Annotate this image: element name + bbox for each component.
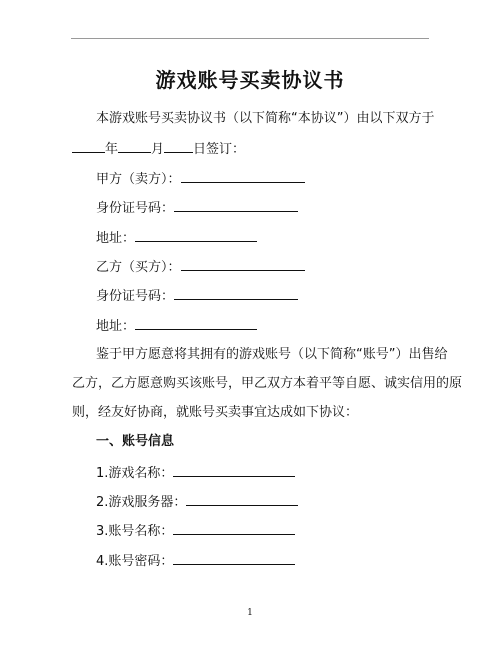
party-a-id-line (96, 198, 298, 218)
party-b-id-label: 身份证号码： (96, 289, 175, 304)
game-name-label: 1.游戏名称： (96, 466, 174, 481)
list-item (96, 463, 295, 483)
section-heading: 一、账号信息 (96, 434, 175, 449)
header-rule (71, 38, 429, 39)
intro-line: 本游戏账号买卖协议书（以下简称“本协议”）由以下双方于 (96, 111, 435, 126)
document-title: 游戏账号买卖协议书 (155, 68, 345, 92)
page-number: 1 (247, 608, 253, 618)
account-password-blank[interactable] (173, 551, 295, 565)
party-b-addr-line (96, 316, 257, 336)
list-item (96, 521, 295, 541)
game-name-blank[interactable] (173, 463, 295, 477)
party-b-line (96, 257, 305, 277)
account-password-label: 4.账号密码： (96, 554, 174, 569)
party-a-id-label: 身份证号码： (96, 201, 175, 216)
party-a-blank[interactable] (181, 169, 305, 183)
year-blank[interactable] (72, 139, 105, 153)
date-line (72, 139, 245, 159)
party-a-addr-blank[interactable] (135, 228, 257, 242)
day-blank[interactable] (164, 139, 193, 153)
year-label: 年 (105, 142, 119, 157)
recital-line-1: 鉴于甲方愿意将其拥有的游戏账号（以下简称“账号”）出售给 (96, 347, 448, 362)
account-name-blank[interactable] (173, 521, 295, 535)
party-a-id-blank[interactable] (174, 198, 298, 212)
party-b-addr-label: 地址： (96, 319, 136, 334)
party-b-id-line (96, 286, 298, 306)
party-b-id-blank[interactable] (174, 286, 298, 300)
list-item (96, 551, 295, 571)
list-item (96, 492, 298, 512)
recital-line-2: 乙方，乙方愿意购买该账号，甲乙双方本着平等自愿、诚实信用的原 (72, 376, 463, 391)
party-a-addr-line (96, 228, 257, 248)
party-b-blank[interactable] (181, 257, 305, 271)
recital-line-3: 则，经友好协商，就账号买卖事宜达成如下协议： (72, 405, 359, 420)
party-b-addr-blank[interactable] (135, 316, 257, 330)
game-server-blank[interactable] (186, 492, 298, 506)
game-server-label: 2.游戏服务器： (96, 495, 187, 510)
account-name-label: 3.账号名称： (96, 524, 174, 539)
party-a-addr-label: 地址： (96, 231, 136, 246)
day-label: 日签订： (193, 142, 246, 157)
party-a-line (96, 169, 305, 189)
party-b-label: 乙方（买方）： (96, 260, 181, 275)
month-label: 月 (151, 142, 165, 157)
month-blank[interactable] (118, 139, 151, 153)
party-a-label: 甲方（卖方）： (96, 172, 181, 187)
